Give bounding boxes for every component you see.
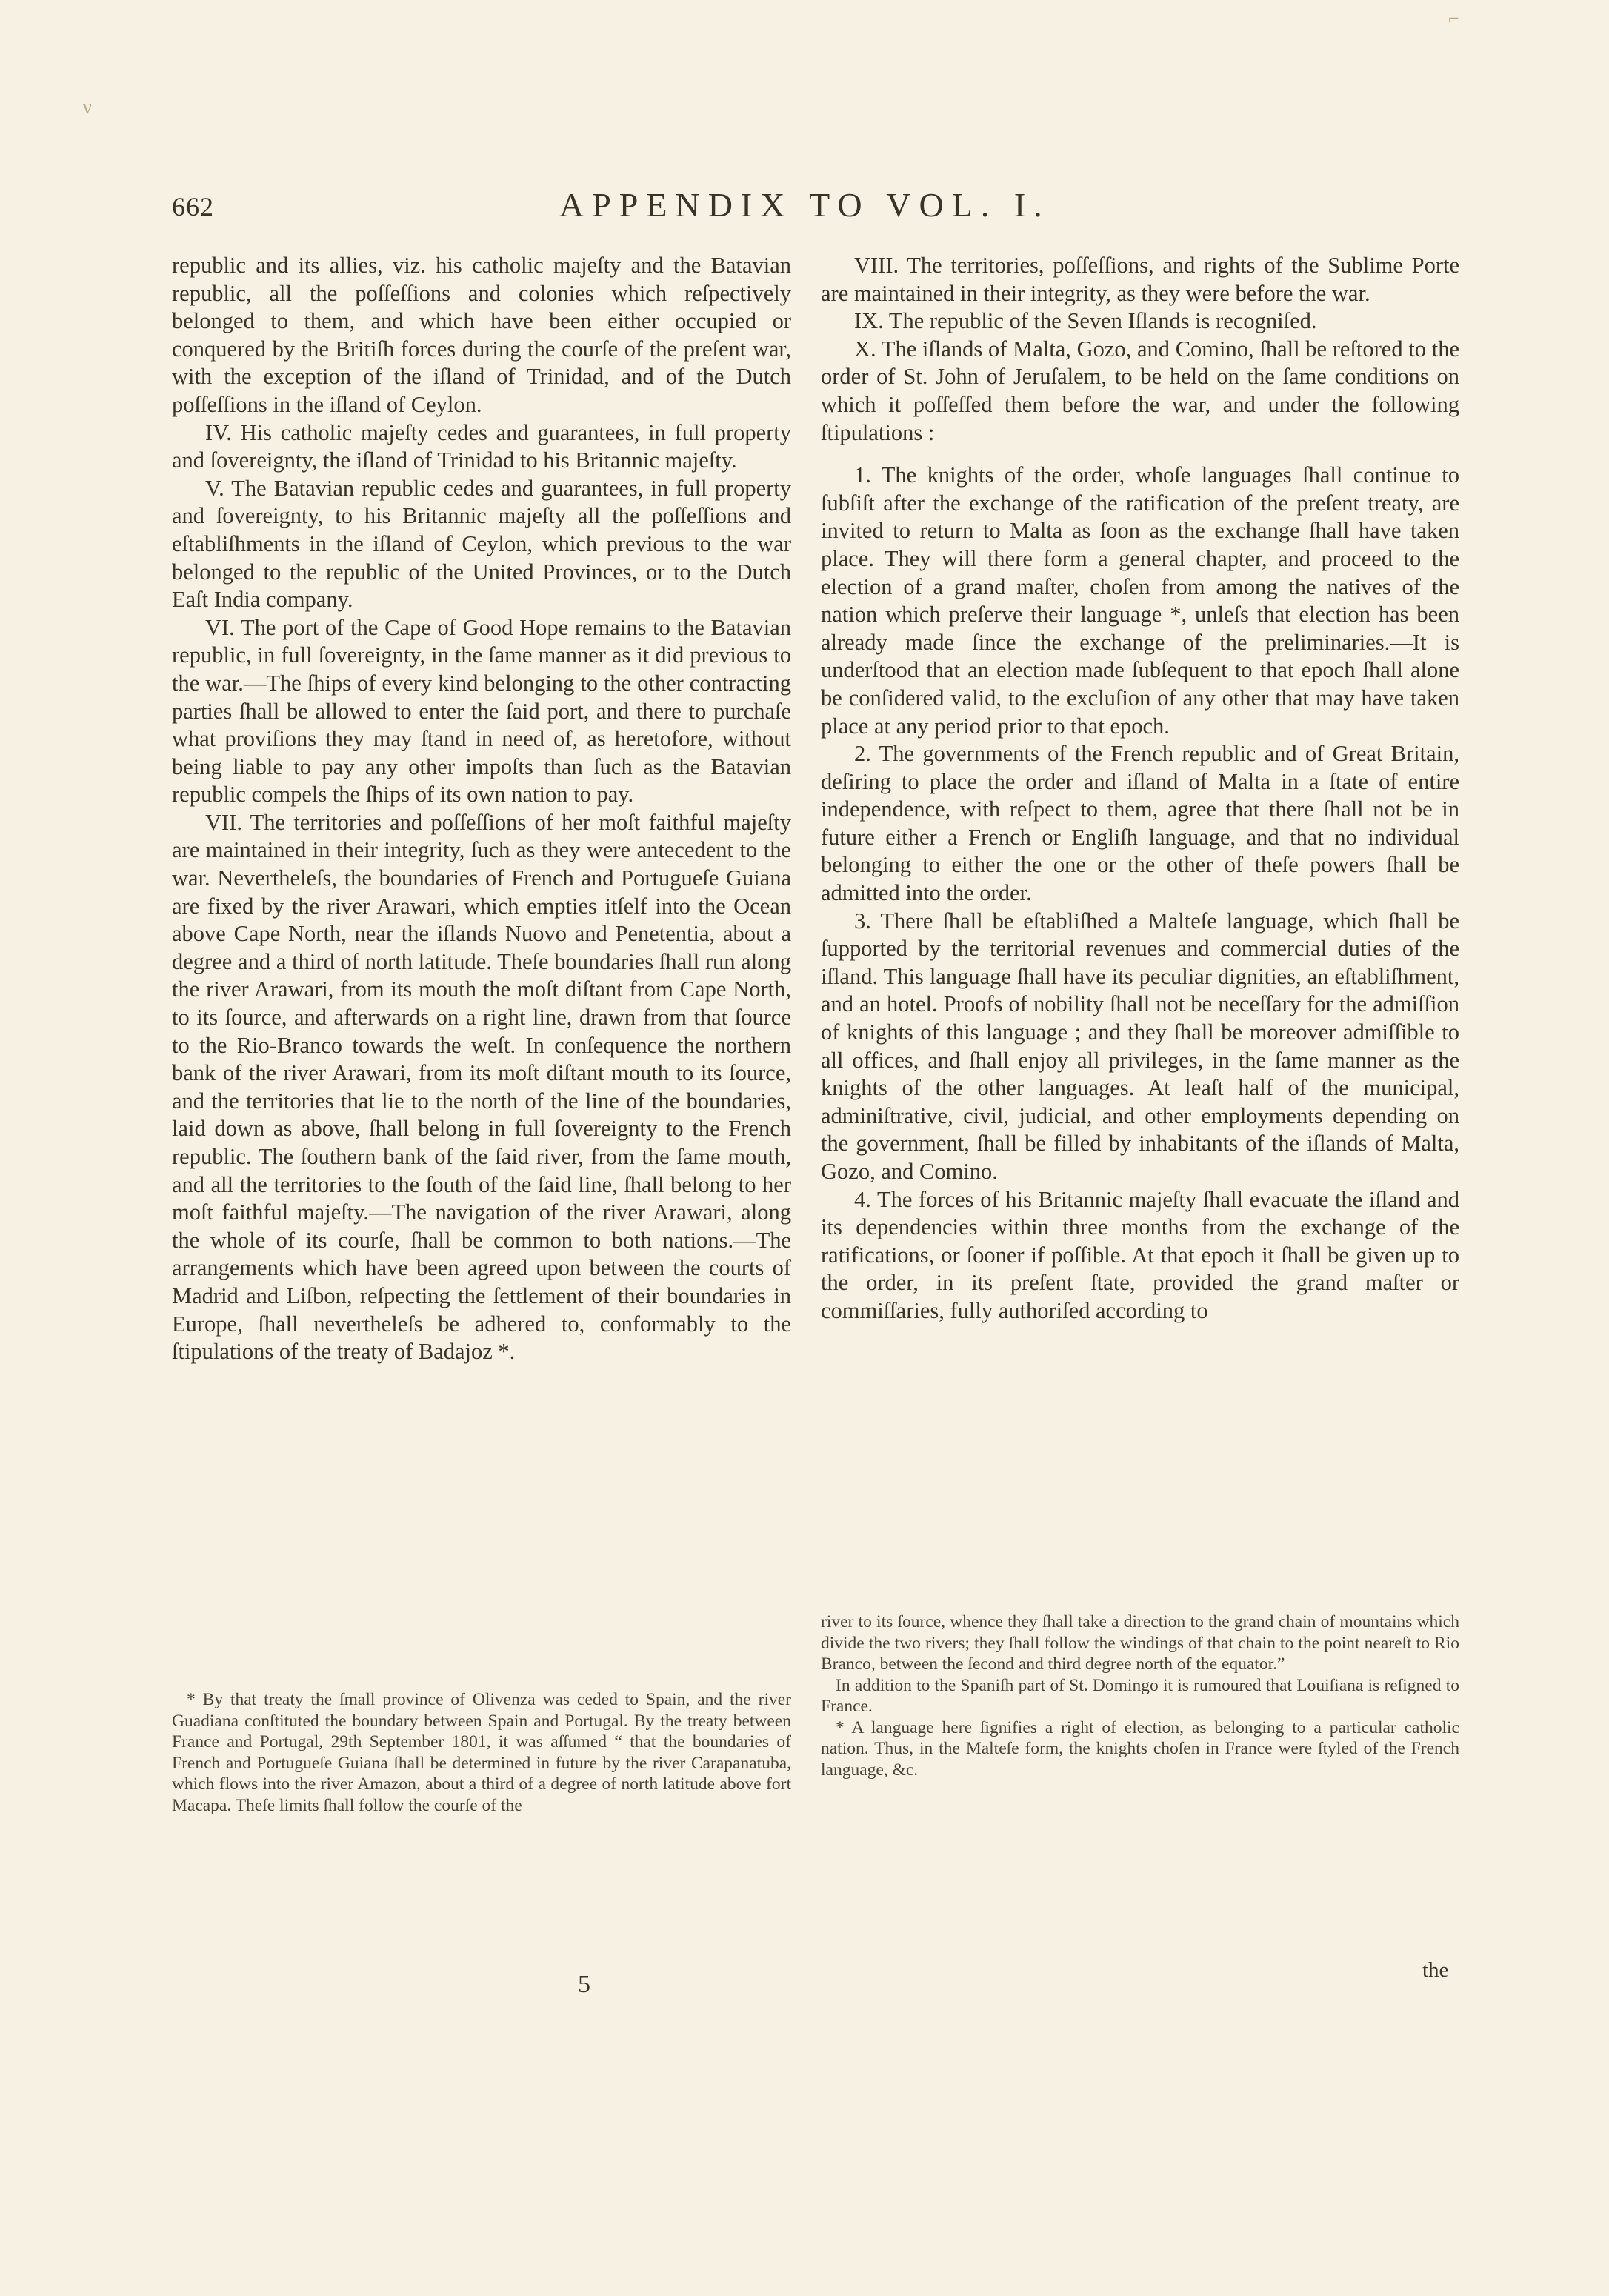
catchword: the [1422,1958,1449,1982]
article-viii: VIII. The territories, poſſeſſions, and rights of the Sublime Porte are maintained in their integrity, as they were before the war. [821,253,1459,306]
footnote-text: * A language here ſignifies a right of election, as belonging to a particular catholic nation. Thus, in the Malteſe form, the knights choſen in France were ſtyled of the French language, &c. [821,1717,1459,1780]
footnote-text: river to its ſource, whence they ſhall take a direction to the grand chain of mountains which divide the two rivers; they ſhall follow the windings of that chain to the point neareſt to Rio Branco, between the ſecond and third degree north of the equator.” [821,1612,1459,1674]
footnote-text: * By that treaty the ſmall province of Olivenza was ceded to Spain, and the river Guadiana conſtituted the boundary between Spain and Portugal. By the treaty between France and Portugal, 29th September 1801, it was aſſumed “ that the boundaries of French and Portugueſe Guiana ſhall be determined in future by the river Carapanatuba, which flows into the river Amazon, about a third of a degree of north latitude above fort Macapa. Theſe limits ſhall follow the courſe of the [172,1690,791,1815]
corner-mark: ⌐ [1448,7,1459,29]
article-vi: VI. The port of the Cape of Good Hope remains to the Batavian republic, in full ſovereignty, in the ſame manner as it did previous to the war.—The ſhips of every kind belonging to the other contracting parties ſhall be allowed to enter the ſaid port, and there to purchaſe what proviſions they may ſtand in need of, as heretofore, without being liable to pay any other impoſts than ſuch as the Batavian republic compels the ſhips of its own nation to pay. [172,614,791,808]
corner-mark: ν [83,96,92,118]
stipulation-1: 1. The knights of the order, whoſe languages ſhall continue to ſubſiſt after the exchange of the ratification of the preſent treaty, are invited to return to Malta as ſoon as the exchange ſhall have taken place. They will there form a general chapter, and proceed to the election of a grand maſter, choſen from among the natives of the nation which preſerve their language *, unleſs that election has been already made ſince the exchange of the preliminaries.—It is underſtood that an election made ſubſequent to that epoch ſhall alone be conſidered valid, to the excluſion of any other that may have taken place at any period prior to that epoch. [821,462,1459,739]
article-ix: IX. The republic of the Seven Iſlands is recogniſed. [854,308,1317,334]
footnote-right [821,1611,1459,1780]
article-vii: VII. The territories and poſſeſſions of her moſt faithful majeſty are maintained in their integrity, ſuch as they were antecedent to the war. Nevertheleſs, the boundaries of French and Portugueſe Guiana are fixed by the river Arawari, which empties itſelf into the Ocean above Cape North, near the iſlands Nuovo and Penetentia, about a degree and a third of north latitude. Theſe boundaries ſhall run along the river Arawari, from its mouth the moſt diſtant from Cape North, to its ſource, and afterwards on a right line, drawn from that ſource to the Rio-Branco towards the weſt. In conſequence the northern bank of the river Arawari, from its moſt diſtant mouth to its ſource, and the territories that lie to the north of the line of the boundaries, laid down as above, ſhall belong in full ſovereignty to the French republic. The ſouthern bank of the ſaid river, from the ſame mouth, and all the territories to the ſouth of the ſaid line, ſhall belong to her moſt faithful majeſty.—The navigation of the river Arawari, along the whole of its courſe, ſhall be common to both nations.—The arrangements which have been agreed upon between the courts of Madrid and Liſbon, reſpecting the ſettlement of their boundaries in Europe, ſhall nevertheleſs be adhered to, conformably to the ſtipulations of the treaty of Badajoz *. [172,809,791,1365]
right-column [821,252,1459,1325]
article-x: X. The iſlands of Malta, Gozo, and Comino, ſhall be reſtored to the order of St. John of Jeruſalem, to be held on the ſame conditions on which it poſſeſſed them before the war, and under the following ſtipulations : [821,336,1459,445]
stipulation-4: 4. The forces of his Britannic majeſty ſhall evacuate the iſland and its dependencies within three months from the exchange of the ratifications, or ſooner if poſſible. At that epoch it ſhall be given up to the order, in its preſent ſtate, provided the grand maſter or commiſſaries, fully authoriſed according to [821,1186,1459,1323]
left-column [172,252,791,1366]
page-number: 662 [172,192,214,222]
footnote-left [172,1689,791,1816]
stipulation-2: 2. The governments of the French republic and of Great Britain, deſiring to place the order and iſland of Malta in a ſtate of entire independence, with reſpect to them, agree that there ſhall not be in future either a French or Engliſh language, and that no individual belonging to either the one or the other of theſe powers ſhall be admitted into the order. [821,741,1459,906]
signature-mark: 5 [578,1971,590,1998]
paragraph: republic and its allies, viz. his catholic majeſty and the Batavian republic, all the poſſeſſions and colonies which reſpectively belonged to them, and which have been either occupied or conquered by the Britiſh forces during the courſe of the preſent war, with the exception of the iſland of Trinidad, and of the Dutch poſſeſſions in the iſland of Ceylon. [172,253,791,417]
stipulation-3: 3. There ſhall be eſtabliſhed a Malteſe language, which ſhall be ſupported by the territorial revenues and commercial duties of the iſland. This language ſhall have its peculiar dignities, an eſtabliſhment, and an hotel. Proofs of nobility ſhall not be neceſſary for the admiſſion of knights of this language ; and they ſhall be moreover admiſſible to all offices, and ſhall enjoy all privileges, in the ſame manner as the knights of the other languages. At leaſt half of the municipal, adminiſtrative, civil, judicial, and other employments depending on the government, ſhall be filled by inhabitants of the iſlands of Malta, Gozo, and Comino. [821,908,1459,1184]
article-iv: IV. His catholic majeſty cedes and guarantees, in full property and ſovereignty, the iſland of Trinidad to his Britannic majeſty. [172,419,791,473]
footnote-text: In addition to the Spaniſh part of St. Domingo it is rumoured that Louiſiana is reſigned to France. [821,1675,1459,1716]
running-head: APPENDIX TO VOL. I. [559,186,1050,224]
article-v: V. The Batavian republic cedes and guarantees, in full property and ſovereignty, to his Britannic majeſty all the poſſeſſions and eſtabliſhments in the iſland of Ceylon, which previous to the war belonged to the republic of the United Provinces, or to the Dutch Eaſt India company. [172,475,791,613]
